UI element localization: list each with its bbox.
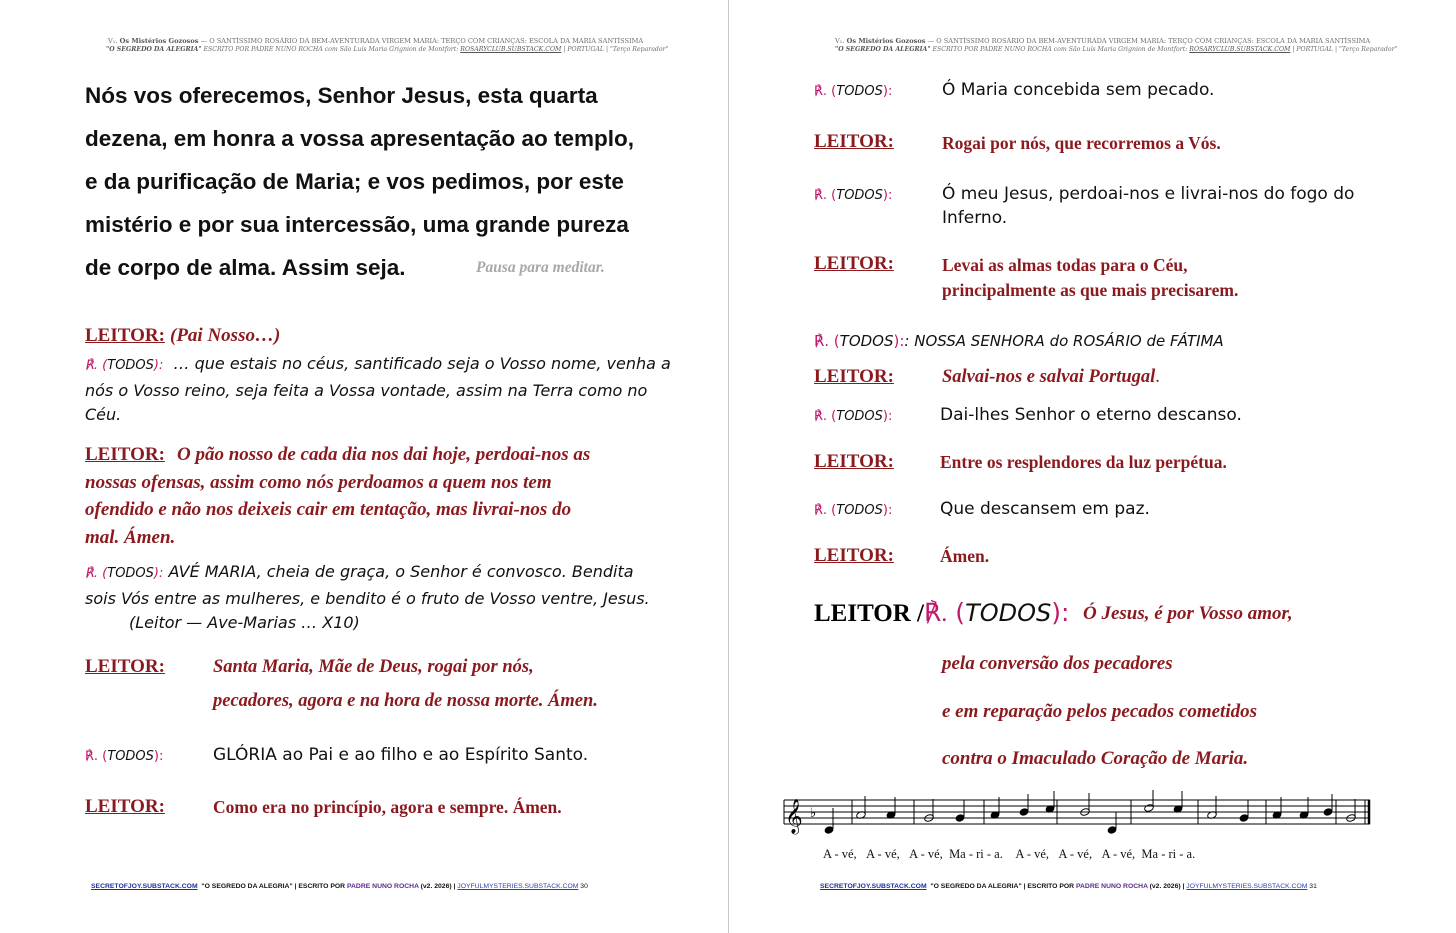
leitor-label: LEITOR: [85,325,165,346]
right-page [730,0,1456,933]
fatima-line [814,332,1224,350]
pao-line: O pão nosso de cada dia nos dai hoje, perdoai-nos as [177,444,591,465]
paren-close: ): [882,409,893,424]
header-book: "O SEGREDO DA ALEGRIA" [106,46,202,53]
header-title: — O SANTÍSSIMO ROSÁRIO DA BEM-AVENTURADA VIRGEM MARIA: TERÇO COM CRIANÇAS: ESCOLA DA MARIA SANTÍSSIMA [925,37,1371,45]
leitor-text: Levai as almas todas para o Céu, [942,255,1188,275]
leitor-text: Ámen. [940,546,990,566]
todos-response-label [814,503,892,518]
paren-open: ( [829,332,840,350]
todos-label: TODOS [839,332,894,350]
running-subheader [106,46,668,53]
ave-maria-block [85,560,650,636]
final-prayer-heading [814,598,1069,628]
paren-close: ): [153,358,164,373]
fatima-text: : NOSSA SENHORA do ROSÁRIO de FÁTIMA [904,332,1224,350]
pai-resp-line: … que estais no céus, santificado seja o Vosso nome, venha a [173,354,671,373]
leitor-text: principalmente as que mais precisarem. [942,280,1239,300]
response-text: Ó Maria concebida sem pecado. [942,80,1215,100]
header-author: ESCRITO POR PADRE NUNO ROCHA com São Luís Maria Grignion de Montfort: [930,46,1190,53]
footer-site-link[interactable]: SECRETOFJOY.SUBSTACK.COM [820,883,927,890]
leitor-text-dot: . [1155,367,1160,387]
footer-version: (v2. 2026) | [1147,883,1187,890]
footer-author: PADRE NUNO ROCHA [346,883,419,890]
header-section: Os Mistérios Gozosos [119,37,199,45]
offering-line-4: mistério e por sua intercessão, uma grande pureza [85,212,629,237]
santa-maria-line: pecadores, agora e na hora de nossa morte. Ámen. [213,691,598,711]
paren-open: ( [827,409,837,424]
offering-line-1: Nós vos oferecemos, Senhor Jesus, esta quarta [85,83,598,108]
paren-open: ( [947,598,966,627]
leitor-label: LEITOR: [85,796,165,817]
leitor-text: Entre os resplendores da luz perpétua. [940,452,1227,472]
lyrics-row [823,847,1195,862]
leitor-label: LEITOR: [814,131,894,152]
header-section: Os Mistérios Gozosos [846,37,926,45]
footer-title: "O SEGREDO DA ALEGRIA" [201,883,293,890]
leitor-label: LEITOR: [814,545,894,566]
todos-label: TODOS [836,503,883,518]
footer-site-link-2[interactable]: JOYFULMYSTERIES.SUBSTACK.COM [457,883,579,890]
footer-version: (v2. 2026) | [418,883,458,890]
pause-note: Pausa para meditar. [476,259,605,276]
como-era-text: Como era no princípio, agora e sempre. Ámen. [213,797,562,817]
header-end: | PORTUGAL | "Terço Reparador" [561,46,669,53]
leitor-label: LEITOR: [85,656,165,677]
header-prefix: V₁. [835,37,847,45]
footer-by: | ESCRITO POR [1021,883,1076,890]
offering-line-2: dezena, em honra a vossa apresentação ao templo, [85,126,634,151]
paren-open: ( [98,566,108,581]
paren-close: ): [882,503,893,518]
todos-label: TODOS [107,358,154,373]
footer-site-link-2[interactable]: JOYFULMYSTERIES.SUBSTACK.COM [1186,883,1308,890]
response-icon: ℟. [924,600,948,627]
header-link[interactable]: ROSARYCLUB.SUBSTACK.COM [460,46,562,53]
paren-close: ): [893,332,905,350]
pai-nosso-row [85,325,280,347]
paren-open: ( [98,358,108,373]
page-divider [728,0,729,933]
music-score [782,788,1372,846]
page-number: 31 [1307,883,1317,890]
leitor-text: Rogai por nós, que recorremos a Vós. [942,133,1221,153]
header-title: — O SANTÍSSIMO ROSÁRIO DA BEM-AVENTURADA VIRGEM MARIA: TERÇO COM CRIANÇAS: ESCOLA DA MARIA SANTÍSSIMA [198,37,644,45]
lyric: A - vé, [1015,847,1050,861]
pao-line: nossas ofensas, assim como nós perdoamos a quem nos tem [85,471,552,493]
header-prefix: V₁. [108,37,120,45]
lyric: A - vé, [866,847,900,861]
offering-line-3: e da purificação de Maria; e vos pedimos, por este [85,169,624,194]
pao-line: mal. Ámen. [85,526,176,548]
todos-response-label [814,84,892,99]
pai-nosso-response [85,352,671,428]
paren-open: ( [827,188,837,203]
jesus-line: contra o Imaculado Coração de Maria. [942,748,1249,769]
lyric: A - vé, [1058,847,1093,861]
lyric: A - vé, [823,847,857,861]
big-leitor-label: LEITOR / [814,600,924,627]
ave-line: sois Vós entre as mulheres, e bendito é o fruto de Vosso ventre, Jesus. [85,588,650,608]
paren-open: ( [827,84,837,99]
page-footer [820,883,1317,890]
running-header [108,37,643,45]
gloria-text: GLÓRIA ao Pai e ao filho e ao Espírito Santo. [213,745,589,765]
offering-line-5: de corpo de alma. Assim seja. [85,255,406,280]
footer-by: | ESCRITO POR [292,883,347,890]
treble-clef-icon: 𝄞 [785,799,803,834]
big-todos-label: TODOS [965,599,1052,627]
footer-author: PADRE NUNO ROCHA [1075,883,1148,890]
footer-title: "O SEGREDO DA ALEGRIA" [930,883,1022,890]
leitor-text-value: Salvai-nos e salvai Portugal [942,367,1156,387]
pai-resp-line: Céu. [85,405,122,424]
paren-close: ): [882,84,893,99]
paren-close: ): [153,566,164,581]
response-text: Dai-lhes Senhor o eterno descanso. [940,405,1242,425]
response-icon: ℟. [85,566,99,581]
santa-maria-line: Santa Maria, Mãe de Deus, rogai por nós, [213,657,534,677]
running-subheader [835,46,1397,53]
lyric: Ma - ri - a. [949,847,1003,861]
pao-line: ofendido e não nos deixeis cair em tentação, mas livrai-nos do [85,499,572,520]
response-text: Que descansem em paz. [940,499,1150,519]
leitor-label: LEITOR: [85,444,165,465]
lyric: Ma - ri - a. [1141,847,1196,861]
response-icon: ℟. [814,332,830,350]
leitor-label: LEITOR: [814,451,894,472]
todos-response-label [814,409,892,424]
jesus-line: e em reparação pelos pecados cometidos [942,701,1258,722]
response-icon: ℟. [85,358,99,373]
response-icon: ℟. [814,84,828,99]
header-author: ESCRITO POR PADRE NUNO ROCHA com São Luís Maria Grignion de Montfort: [201,46,461,53]
flat-icon: ♭ [810,806,817,821]
todos-response-label [814,188,892,203]
todos-label: TODOS [836,409,883,424]
pao-nosso-block [85,441,642,551]
jesus-line: pela conversão dos pecadores [942,653,1173,674]
todos-label: TODOS [836,84,883,99]
response-icon: ℟. [814,188,828,203]
footer-site-link[interactable]: SECRETOFJOY.SUBSTACK.COM [91,883,198,890]
header-link[interactable]: ROSARYCLUB.SUBSTACK.COM [1189,46,1291,53]
leitor-text [942,367,1160,388]
response-icon: ℟. [85,749,99,764]
paren-close: ): [1051,598,1070,627]
response-text: Inferno. [942,208,1008,228]
running-header [835,37,1370,45]
jesus-line: Ó Jesus, é por Vosso amor, [1083,603,1293,624]
lyric: A - vé, [1101,847,1136,861]
ave-count: (Leitor — Ave-Marias … X10) [129,613,360,632]
todos-label: TODOS [107,566,154,581]
response-icon: ℟. [814,409,828,424]
response-icon: ℟. [814,503,828,518]
paren-open: ( [827,503,837,518]
pai-nosso-label: (Pai Nosso…) [170,325,281,346]
todos-response-label [85,749,163,764]
todos-label: TODOS [107,749,154,764]
leitor-label: LEITOR: [814,253,894,274]
page-number: 30 [578,883,588,890]
leitor-label: LEITOR: [814,366,894,387]
header-book: "O SEGREDO DA ALEGRIA" [835,46,931,53]
todos-label: TODOS [836,188,883,203]
page-footer [91,883,588,890]
ave-line: AVÉ MARIA, cheia de graça, o Senhor é convosco. Bendita [168,562,634,581]
paren-close: ): [153,749,164,764]
pai-resp-line: nós o Vosso reino, seja feita a Vossa vontade, assim na Terra como no [85,380,648,400]
paren-open: ( [98,749,108,764]
header-end: | PORTUGAL | "Terço Reparador" [1290,46,1398,53]
lyric: A - vé, [909,847,943,861]
paren-close: ): [882,188,893,203]
response-text: Ó meu Jesus, perdoai-nos e livrai-nos do fogo do [942,184,1355,204]
